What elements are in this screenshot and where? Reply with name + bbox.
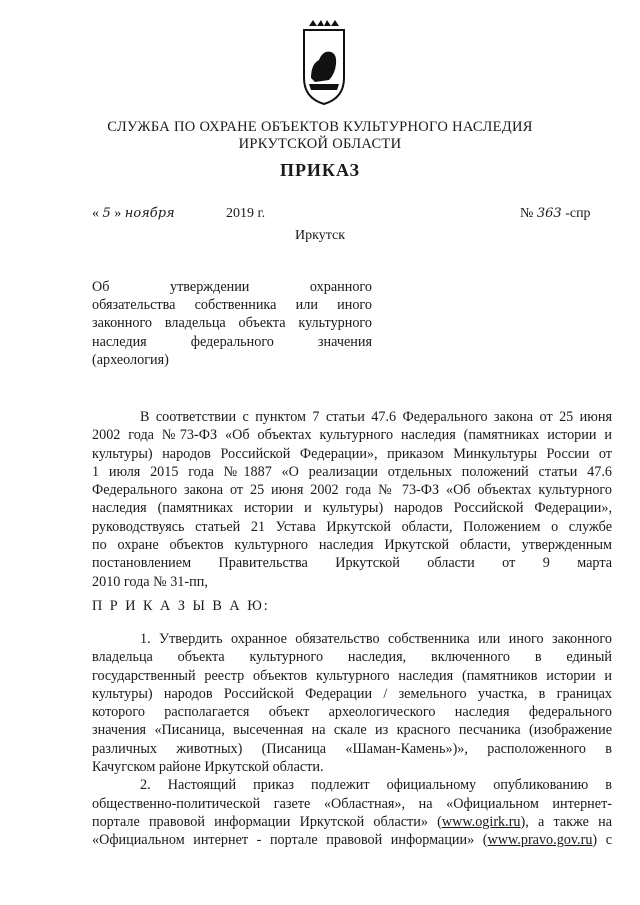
date-month: ноября <box>124 206 175 221</box>
order-items <box>92 630 612 850</box>
order-item-2: 2. Настоящий приказ подлежит официальному опубликованию в общественно-политической газете «Областная», на «Официальном интернет- портале правовой информации Иркутской области» (www.ogirk.ru), а также на «Официальном интернет - портале правовой информации» (www.pravo.gov.ru) с <box>92 777 613 849</box>
document-date: « 5 » ноября <box>92 206 175 221</box>
organization-name-line2: ИРКУТСКОЙ ОБЛАСТИ <box>238 136 402 152</box>
pravo-link[interactable]: www.pravo.gov.ru <box>487 832 593 849</box>
number-value: 363 <box>536 206 562 221</box>
item2-line3: портале правовой информации Иркутской области» (www.ogirk.ru), а также на <box>92 813 613 830</box>
order-item-1: 1. Утвердить охранное обязательство собственника или иного законного владельца объекта культурного наследия, включенного в единый государственный реестр объектов культурного наследия (памятников истории и культуры) народов Российской Федерации / земельного участка, в границах которого располагается объект археологического наследия федерального значения «Писаница, высеченная на скале из красного песчаника (изображение различных животных) (Писаница «Шаман-Камень»)», расположенного в Качугском районе Иркутской области. <box>92 631 612 776</box>
item2-line4: «Официальном интернет - портале правовой информации» (www.pravo.gov.ru) с <box>92 832 613 849</box>
ogirk-link[interactable]: www.ogirk.ru <box>441 813 521 830</box>
document-subject: Об утверждении охранного обязательства собственника или иного законного владельца объекта культурного наследия федерального значения (археология) <box>92 279 372 368</box>
orders-heading: П Р И К А З Ы В А Ю: <box>92 598 270 614</box>
document-number: № 363 -спр <box>520 206 591 221</box>
document-city: Иркутск <box>294 228 346 243</box>
preamble-paragraph: В соответствии с пунктом 7 статьи 47.6 Федерального закона от 25 июня 2002 года №73-ФЗ «Об объектах культурного наследия (памятниках истории и культуры) народов Российской Федерации», приказом Минкультуры России от 1 июля 2015 года №1887 «О реализации отдельных положений статьи 47.6 Федерального закона от 25 июня 2002 года № 73-ФЗ «Об объектах культурного наследия (памятниках истории и культуры) народов Российской Федерации», руководствуясь статьей 21 Устава Иркутской области, Положением о службе по охране объектов культурного наследия Иркутской области, утвержденным постановлением Правительства Иркутской области от 9 марта 2010 года № 31-пп, <box>92 409 612 590</box>
coat-of-arms-emblem <box>301 20 347 106</box>
date-year: 2019 г. <box>226 206 266 221</box>
organization-name-line1: СЛУЖБА ПО ОХРАНЕ ОБЪЕКТОВ КУЛЬТУРНОГО НАСЛЕДИЯ <box>107 119 533 135</box>
document-title: ПРИКАЗ <box>279 160 361 180</box>
date-day: 5 <box>102 206 111 221</box>
